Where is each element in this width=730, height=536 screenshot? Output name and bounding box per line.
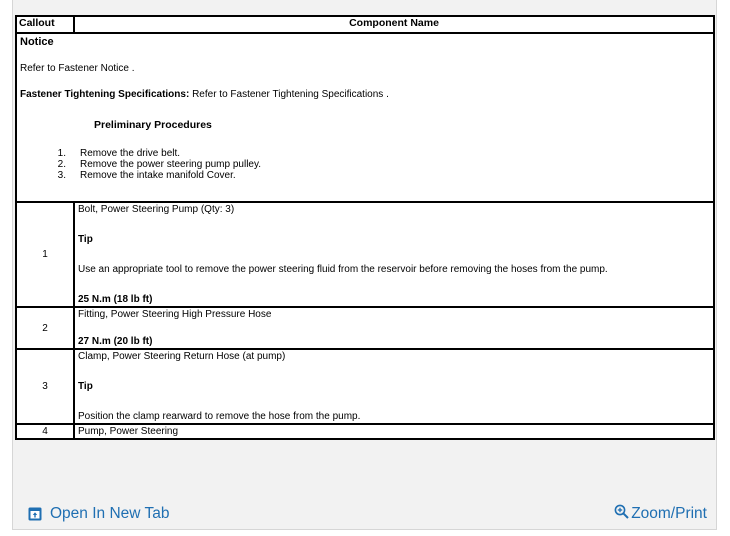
- component-table: [15, 15, 715, 440]
- notice-title: Notice: [20, 36, 54, 48]
- list-item: [20, 159, 710, 170]
- tip-label: Tip: [78, 234, 93, 245]
- callout-number: 3: [16, 349, 74, 424]
- notice-row: [16, 33, 714, 202]
- table-row: [16, 349, 714, 424]
- table-row: [16, 424, 714, 439]
- step-text: Remove the power steering pump pulley.: [80, 159, 262, 170]
- component-name-column-header: Component Name: [74, 16, 714, 33]
- component-name: Fitting, Power Steering High Pressure Hose: [78, 309, 272, 320]
- torque-spec: 27 N.m (20 lb ft): [78, 336, 153, 347]
- component-name: Bolt, Power Steering Pump (Qty: 3): [78, 204, 235, 215]
- list-item: [20, 170, 710, 181]
- component-cell: [74, 307, 714, 349]
- table-row: [16, 307, 714, 349]
- zoom-print-link[interactable]: [614, 505, 707, 523]
- zoom-print-label: Zoom/Print: [631, 505, 707, 522]
- figure-footer: [12, 499, 717, 529]
- step-number: 1.: [57, 148, 66, 159]
- callout-number: 1: [16, 202, 74, 307]
- fastener-notice-text: Refer to Fastener Notice .: [20, 63, 135, 74]
- tightening-spec-text: Refer to Fastener Tightening Specifications .: [189, 89, 389, 100]
- step-text: Remove the intake manifold Cover.: [80, 170, 236, 181]
- table-header-row: [16, 16, 714, 33]
- callout-column-header: Callout: [16, 16, 74, 33]
- step-text: Remove the drive belt.: [80, 148, 181, 159]
- table-row: [16, 202, 714, 307]
- component-cell: [74, 349, 714, 424]
- notice-cell: [16, 33, 714, 202]
- component-name: Clamp, Power Steering Return Hose (at pump): [78, 351, 286, 362]
- zoom-in-icon: [614, 504, 629, 519]
- tip-text: Use an appropriate tool to remove the power steering fluid from the reservoir before removing the hoses from the pump.: [78, 264, 608, 275]
- tightening-spec-line: [20, 88, 710, 101]
- component-cell: [74, 202, 714, 307]
- list-item: [20, 148, 710, 159]
- tip-label: Tip: [78, 381, 93, 392]
- open-in-new-tab-icon: [28, 507, 42, 521]
- component-name: Pump, Power Steering: [74, 424, 714, 439]
- open-in-new-tab-label: Open In New Tab: [50, 505, 170, 522]
- open-in-new-tab-link[interactable]: [28, 505, 169, 523]
- step-number: 3.: [57, 170, 66, 181]
- preliminary-procedures-title: Preliminary Procedures: [94, 119, 212, 131]
- step-number: 2.: [57, 159, 66, 170]
- callout-number: 4: [16, 424, 74, 439]
- callout-number: 2: [16, 307, 74, 349]
- torque-spec: 25 N.m (18 lb ft): [78, 294, 153, 305]
- preliminary-steps-list: [20, 148, 710, 181]
- tip-text: Position the clamp rearward to remove the hose from the pump.: [78, 411, 361, 422]
- tightening-spec-label: Fastener Tightening Specifications:: [20, 89, 190, 100]
